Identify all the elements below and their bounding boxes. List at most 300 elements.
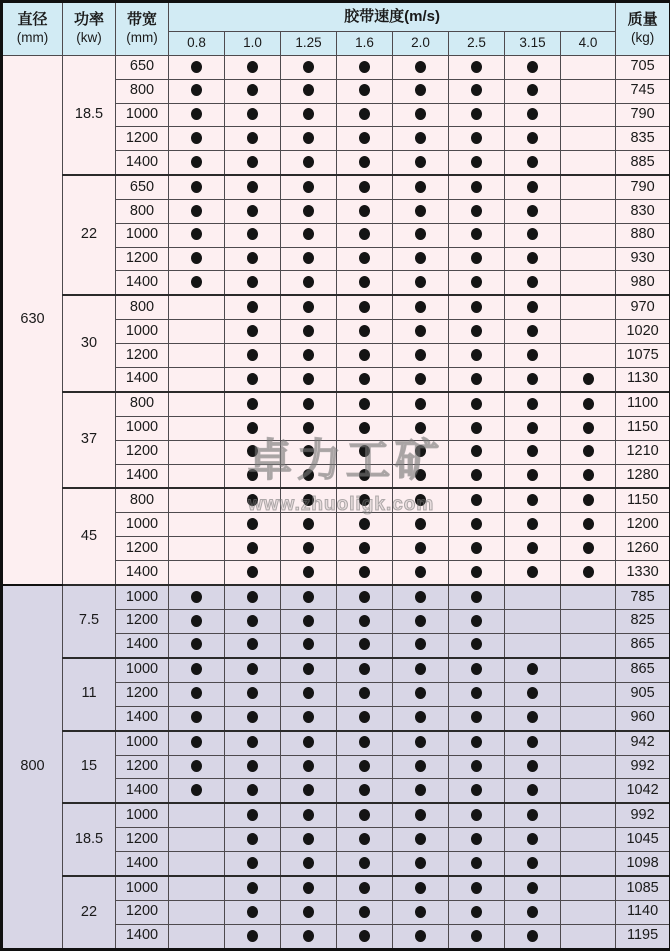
speed-dot-cell [225, 876, 281, 900]
dot-icon [471, 349, 482, 361]
dot-icon [527, 906, 538, 918]
dot-icon [247, 687, 258, 699]
speed-dot-cell [169, 271, 225, 295]
dot-icon [471, 687, 482, 699]
speed-dot-cell [337, 367, 393, 391]
speed-dot-cell [393, 803, 449, 827]
power-cell: 15 [63, 731, 116, 804]
speed-col-1.0: 1.0 [225, 32, 281, 56]
speed-dot-cell [561, 416, 616, 440]
dot-icon [527, 181, 538, 193]
dot-icon [415, 373, 426, 385]
speed-dot-cell [225, 731, 281, 755]
dot-icon [527, 930, 538, 942]
speed-dot-cell [449, 610, 505, 634]
dot-icon [359, 736, 370, 748]
dot-icon [415, 760, 426, 772]
speed-dot-cell [225, 127, 281, 151]
speed-dot-cell [225, 658, 281, 682]
dot-icon [247, 809, 258, 821]
speed-dot-cell [337, 271, 393, 295]
speed-dot-cell [449, 537, 505, 561]
dot-icon [471, 301, 482, 313]
speed-dot-cell [505, 658, 561, 682]
dot-icon [583, 469, 594, 481]
speed-dot-cell [449, 803, 505, 827]
dot-icon [527, 687, 538, 699]
speed-dot-cell [281, 537, 337, 561]
dot-icon [471, 760, 482, 772]
dot-icon [191, 156, 202, 168]
dot-icon [303, 84, 314, 96]
dot-icon [527, 711, 538, 723]
dot-icon [247, 882, 258, 894]
speed-dot-cell [225, 779, 281, 803]
mass-cell: 835 [616, 127, 670, 151]
speed-dot-cell [505, 828, 561, 852]
speed-dot-cell [393, 610, 449, 634]
belt-width-cell: 1000 [116, 223, 169, 247]
dot-icon [527, 228, 538, 240]
mass-cell: 745 [616, 79, 670, 103]
speed-dot-cell [449, 633, 505, 657]
speed-dot-cell [337, 200, 393, 224]
dot-icon [303, 687, 314, 699]
speed-dot-cell [449, 488, 505, 512]
speed-dot-cell [281, 658, 337, 682]
dot-icon [471, 422, 482, 434]
belt-width-cell: 800 [116, 392, 169, 416]
dot-icon [303, 373, 314, 385]
dot-icon [191, 591, 202, 603]
dot-icon [527, 252, 538, 264]
dot-icon [191, 132, 202, 144]
dot-icon [247, 494, 258, 506]
dot-icon [471, 228, 482, 240]
header-mass-unit: (kg) [630, 29, 655, 45]
speed-dot-cell [169, 200, 225, 224]
dot-icon [471, 930, 482, 942]
dot-icon [359, 156, 370, 168]
dot-icon [415, 591, 426, 603]
speed-dot-cell [225, 416, 281, 440]
dot-icon [247, 638, 258, 650]
speed-dot-cell [169, 513, 225, 537]
speed-dot-cell [337, 56, 393, 80]
dot-icon [359, 445, 370, 457]
dot-icon [303, 542, 314, 554]
mass-cell: 1140 [616, 901, 670, 925]
speed-dot-cell [225, 488, 281, 512]
dot-icon [303, 301, 314, 313]
mass-cell: 1020 [616, 320, 670, 344]
dot-icon [527, 398, 538, 410]
table-row [2, 56, 670, 80]
table-row [2, 295, 670, 319]
mass-cell: 992 [616, 803, 670, 827]
dot-icon [415, 857, 426, 869]
speed-dot-cell [393, 56, 449, 80]
speed-dot-cell [169, 344, 225, 368]
speed-dot-cell [561, 658, 616, 682]
speed-dot-cell [337, 924, 393, 949]
speed-dot-cell [505, 392, 561, 416]
speed-dot-cell [393, 633, 449, 657]
belt-width-cell: 800 [116, 295, 169, 319]
mass-cell: 790 [616, 175, 670, 199]
mass-cell: 1100 [616, 392, 670, 416]
dot-icon [191, 736, 202, 748]
mass-cell: 905 [616, 682, 670, 706]
speed-dot-cell [169, 901, 225, 925]
speed-dot-cell [393, 127, 449, 151]
speed-dot-cell [505, 513, 561, 537]
dot-icon [247, 252, 258, 264]
dot-icon [247, 542, 258, 554]
mass-cell: 830 [616, 200, 670, 224]
dot-icon [303, 156, 314, 168]
speed-dot-cell [505, 200, 561, 224]
speed-dot-cell [561, 585, 616, 609]
mass-cell: 785 [616, 585, 670, 609]
speed-dot-cell [169, 706, 225, 730]
dot-icon [303, 228, 314, 240]
dot-icon [303, 252, 314, 264]
speed-dot-cell [281, 779, 337, 803]
speed-dot-cell [393, 320, 449, 344]
dot-icon [527, 301, 538, 313]
speed-dot-cell [281, 223, 337, 247]
dot-icon [303, 469, 314, 481]
speed-dot-cell [561, 320, 616, 344]
power-cell: 37 [63, 392, 116, 489]
belt-width-cell: 1200 [116, 440, 169, 464]
speed-dot-cell [169, 561, 225, 585]
dot-icon [471, 61, 482, 73]
dot-icon [359, 809, 370, 821]
speed-dot-cell [225, 367, 281, 391]
dot-icon [247, 156, 258, 168]
speed-dot-cell [225, 682, 281, 706]
speed-dot-cell [225, 151, 281, 175]
speed-dot-cell [561, 464, 616, 488]
speed-col-1.6: 1.6 [337, 32, 393, 56]
speed-dot-cell [281, 803, 337, 827]
speed-dot-cell [337, 127, 393, 151]
speed-dot-cell [505, 320, 561, 344]
dot-icon [191, 687, 202, 699]
speed-dot-cell [281, 367, 337, 391]
speed-dot-cell [561, 828, 616, 852]
dot-icon [359, 760, 370, 772]
speed-dot-cell [561, 706, 616, 730]
speed-dot-cell [337, 440, 393, 464]
dot-icon [247, 301, 258, 313]
belt-width-cell: 1400 [116, 151, 169, 175]
dot-icon [471, 276, 482, 288]
dot-icon [415, 84, 426, 96]
speed-dot-cell [281, 682, 337, 706]
dot-icon [247, 518, 258, 530]
speed-dot-cell [561, 367, 616, 391]
speed-dot-cell [169, 464, 225, 488]
dot-icon [247, 349, 258, 361]
dot-icon [303, 591, 314, 603]
dot-icon [415, 276, 426, 288]
speed-dot-cell [169, 247, 225, 271]
mass-cell: 1210 [616, 440, 670, 464]
speed-dot-cell [393, 344, 449, 368]
header-diameter-label: 直径 [17, 11, 48, 29]
speed-dot-cell [169, 658, 225, 682]
dot-icon [247, 228, 258, 240]
dot-icon [303, 398, 314, 410]
speed-dot-cell [393, 392, 449, 416]
dot-icon [471, 833, 482, 845]
dot-icon [303, 349, 314, 361]
speed-dot-cell [561, 803, 616, 827]
speed-dot-cell [505, 561, 561, 585]
speed-dot-cell [505, 682, 561, 706]
speed-dot-cell [169, 682, 225, 706]
speed-dot-cell [225, 103, 281, 127]
belt-width-cell: 800 [116, 488, 169, 512]
speed-dot-cell [225, 537, 281, 561]
speed-dot-cell [337, 79, 393, 103]
mass-cell: 1200 [616, 513, 670, 537]
dot-icon [471, 518, 482, 530]
dot-icon [527, 276, 538, 288]
speed-dot-cell [169, 924, 225, 949]
dot-icon [471, 373, 482, 385]
speed-dot-cell [449, 440, 505, 464]
speed-dot-cell [225, 223, 281, 247]
dot-icon [415, 833, 426, 845]
speed-dot-cell [281, 924, 337, 949]
dot-icon [303, 181, 314, 193]
belt-width-cell: 650 [116, 56, 169, 80]
dot-icon [359, 422, 370, 434]
dot-icon [359, 566, 370, 578]
dot-icon [583, 494, 594, 506]
speed-dot-cell [281, 56, 337, 80]
speed-dot-cell [449, 367, 505, 391]
speed-dot-cell [225, 633, 281, 657]
speed-dot-cell [337, 488, 393, 512]
speed-dot-cell [505, 175, 561, 199]
speed-dot-cell [337, 901, 393, 925]
dot-icon [359, 930, 370, 942]
mass-cell: 1075 [616, 344, 670, 368]
speed-dot-cell [169, 151, 225, 175]
speed-dot-cell [449, 852, 505, 876]
speed-dot-cell [393, 488, 449, 512]
speed-dot-cell [561, 440, 616, 464]
mass-cell: 1042 [616, 779, 670, 803]
dot-icon [247, 84, 258, 96]
speed-dot-cell [169, 367, 225, 391]
dot-icon [303, 736, 314, 748]
mass-cell: 980 [616, 271, 670, 295]
speed-dot-cell [561, 151, 616, 175]
dot-icon [303, 205, 314, 217]
speed-dot-cell [281, 755, 337, 779]
speed-dot-cell [449, 295, 505, 319]
speed-dot-cell [169, 320, 225, 344]
dot-icon [303, 566, 314, 578]
speed-dot-cell [225, 610, 281, 634]
speed-dot-cell [169, 852, 225, 876]
speed-dot-cell [337, 416, 393, 440]
speed-dot-cell [337, 706, 393, 730]
dot-icon [583, 422, 594, 434]
dot-icon [191, 205, 202, 217]
table-row [2, 392, 670, 416]
belt-width-cell: 1200 [116, 247, 169, 271]
mass-cell: 885 [616, 151, 670, 175]
speed-dot-cell [561, 392, 616, 416]
dot-icon [415, 108, 426, 120]
speed-dot-cell [169, 803, 225, 827]
speed-dot-cell [561, 127, 616, 151]
dot-icon [415, 325, 426, 337]
dot-icon [191, 784, 202, 796]
speed-dot-cell [281, 103, 337, 127]
dot-icon [191, 760, 202, 772]
speed-dot-cell [561, 731, 616, 755]
dot-icon [191, 84, 202, 96]
speed-dot-cell [169, 440, 225, 464]
speed-dot-cell [505, 779, 561, 803]
speed-dot-cell [337, 344, 393, 368]
header-mass-label: 质量 [627, 11, 658, 29]
speed-dot-cell [393, 295, 449, 319]
speed-dot-cell [561, 901, 616, 925]
table-row [2, 658, 670, 682]
dot-icon [415, 615, 426, 627]
speed-dot-cell [169, 610, 225, 634]
speed-dot-cell [449, 513, 505, 537]
speed-dot-cell [169, 79, 225, 103]
dot-icon [303, 422, 314, 434]
speed-dot-cell [449, 706, 505, 730]
mass-cell: 825 [616, 610, 670, 634]
speed-dot-cell [225, 561, 281, 585]
dot-icon [527, 205, 538, 217]
power-cell: 30 [63, 295, 116, 392]
dot-icon [583, 566, 594, 578]
dot-icon [415, 882, 426, 894]
speed-dot-cell [393, 682, 449, 706]
speed-dot-cell [393, 876, 449, 900]
dot-icon [247, 445, 258, 457]
table-row [2, 803, 670, 827]
dot-icon [359, 181, 370, 193]
belt-width-cell: 1000 [116, 103, 169, 127]
speed-dot-cell [449, 79, 505, 103]
speed-dot-cell [393, 561, 449, 585]
mass-cell: 970 [616, 295, 670, 319]
speed-dot-cell [281, 416, 337, 440]
dot-icon [359, 349, 370, 361]
dot-icon [303, 809, 314, 821]
speed-dot-cell [393, 924, 449, 949]
dot-icon [471, 882, 482, 894]
speed-dot-cell [505, 464, 561, 488]
speed-dot-cell [169, 56, 225, 80]
dot-icon [471, 591, 482, 603]
dot-icon [247, 566, 258, 578]
dot-icon [359, 228, 370, 240]
speed-dot-cell [449, 731, 505, 755]
dot-icon [527, 494, 538, 506]
speed-dot-cell [281, 561, 337, 585]
speed-dot-cell [225, 803, 281, 827]
dot-icon [359, 325, 370, 337]
speed-dot-cell [337, 828, 393, 852]
speed-dot-cell [393, 755, 449, 779]
power-cell: 22 [63, 876, 116, 949]
speed-dot-cell [505, 876, 561, 900]
belt-width-cell: 1200 [116, 682, 169, 706]
dot-icon [359, 61, 370, 73]
speed-dot-cell [281, 488, 337, 512]
speed-dot-cell [169, 103, 225, 127]
dot-icon [303, 61, 314, 73]
dot-icon [527, 373, 538, 385]
speed-dot-cell [449, 828, 505, 852]
dot-icon [415, 398, 426, 410]
speed-col-4.0: 4.0 [561, 32, 616, 56]
speed-dot-cell [337, 320, 393, 344]
dot-icon [471, 906, 482, 918]
speed-dot-cell [393, 585, 449, 609]
speed-dot-cell [505, 440, 561, 464]
dot-icon [191, 615, 202, 627]
dot-icon [415, 156, 426, 168]
speed-dot-cell [561, 79, 616, 103]
dot-icon [415, 349, 426, 361]
dot-icon [303, 857, 314, 869]
speed-dot-cell [449, 464, 505, 488]
mass-cell: 865 [616, 658, 670, 682]
speed-dot-cell [505, 731, 561, 755]
dot-icon [247, 373, 258, 385]
dot-icon [359, 857, 370, 869]
mass-cell: 705 [616, 56, 670, 80]
dot-icon [191, 108, 202, 120]
mass-cell: 942 [616, 731, 670, 755]
dot-icon [415, 469, 426, 481]
dot-icon [359, 663, 370, 675]
dot-icon [415, 736, 426, 748]
belt-width-cell: 800 [116, 79, 169, 103]
mass-cell: 865 [616, 633, 670, 657]
dot-icon [415, 205, 426, 217]
belt-width-cell: 1400 [116, 924, 169, 949]
dot-icon [471, 784, 482, 796]
belt-width-cell: 1400 [116, 271, 169, 295]
speed-dot-cell [561, 344, 616, 368]
speed-dot-cell [281, 320, 337, 344]
speed-dot-cell [561, 755, 616, 779]
speed-dot-cell [505, 103, 561, 127]
power-cell: 7.5 [63, 585, 116, 658]
dot-icon [471, 398, 482, 410]
speed-dot-cell [449, 56, 505, 80]
diameter-cell: 800 [2, 585, 63, 949]
table-row [2, 731, 670, 755]
